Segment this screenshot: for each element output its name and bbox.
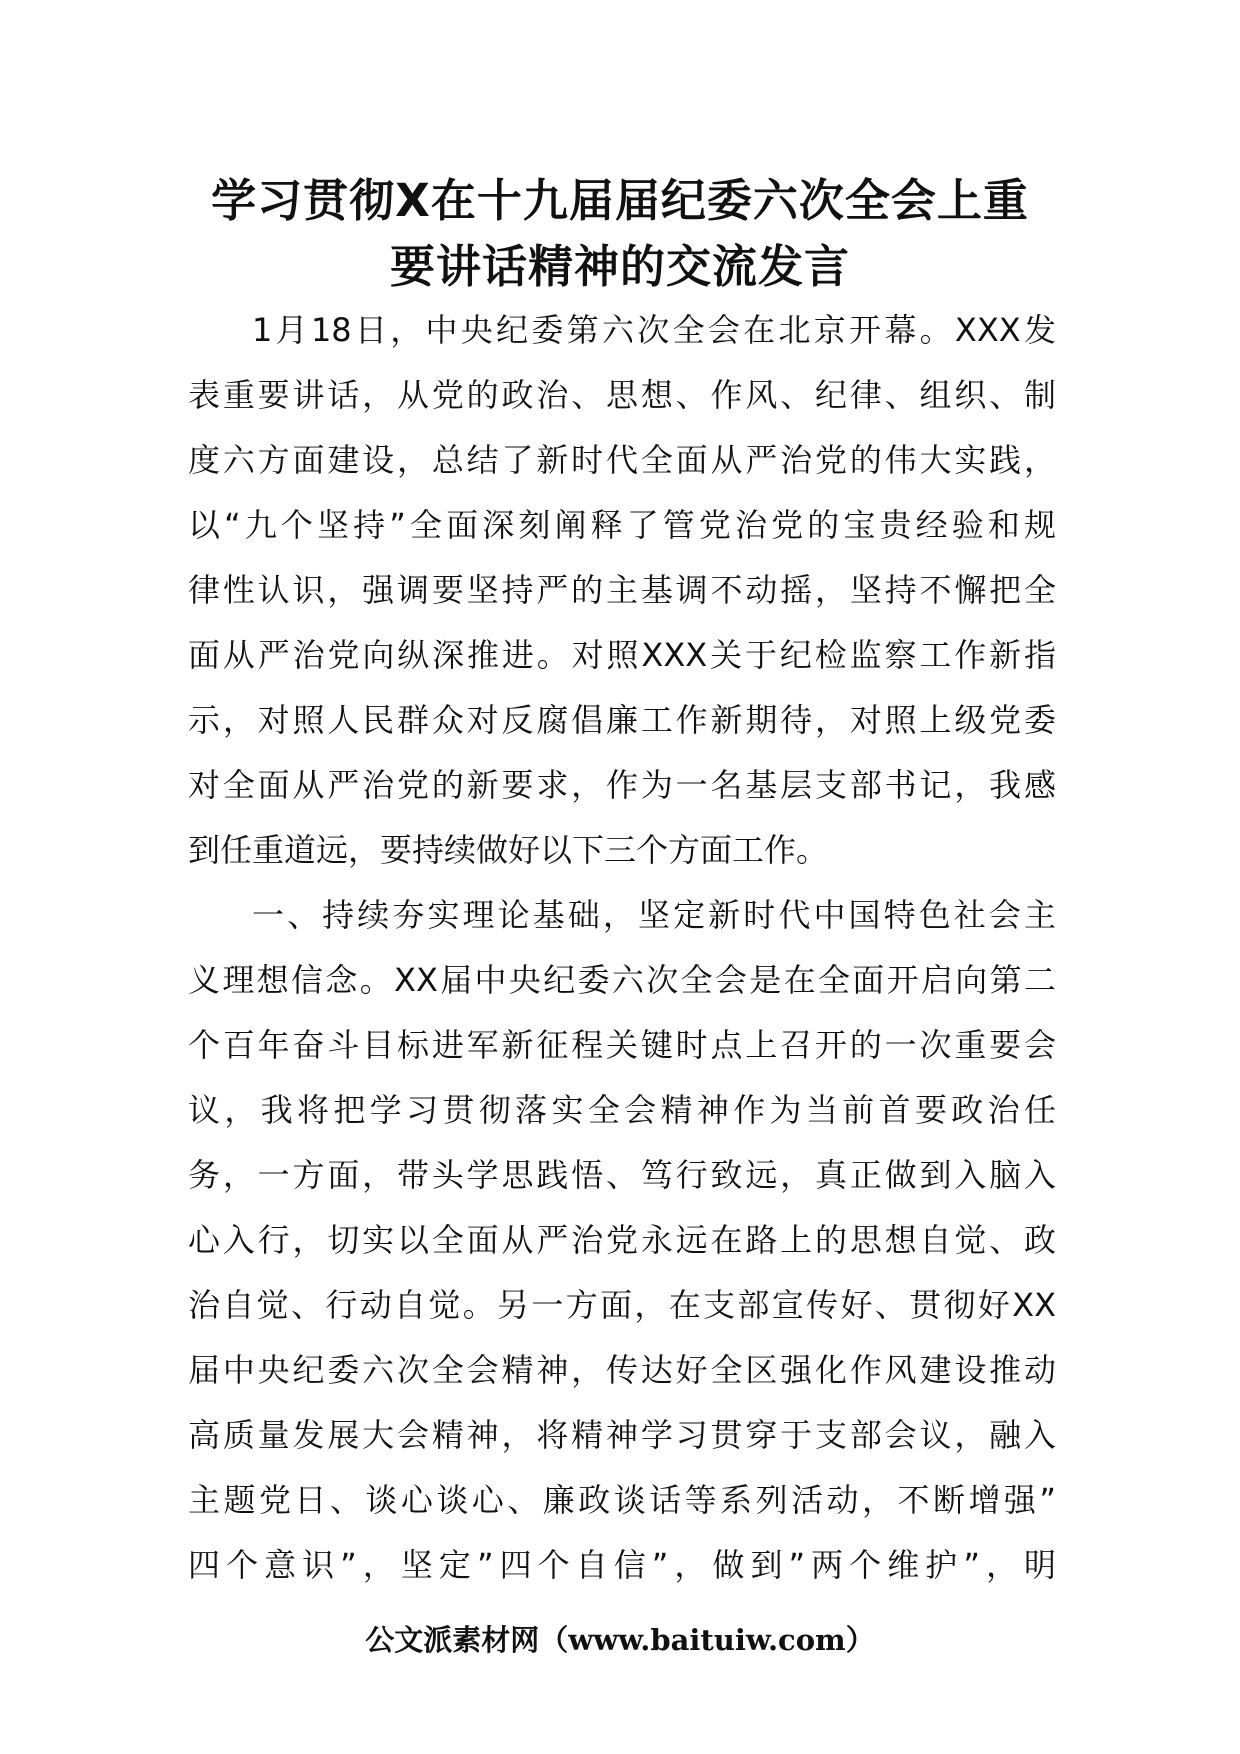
paragraph-line: 届中央纪委六次全会精神，传达好全区强化作风建设推动: [188, 1351, 1056, 1389]
paragraph-line: 面从严治党向纵深推进。对照XXX关于纪检监察工作新指: [188, 636, 1056, 674]
paragraph-line: 治自觉、行动自觉。另一方面，在支部宣传好、贯彻好XX: [188, 1286, 1056, 1324]
paragraph-line: 议，我将把学习贯彻落实全会精神作为当前首要政治任: [188, 1091, 1056, 1129]
paragraph-line: 表重要讲话，从党的政治、思想、作风、纪律、组织、制: [188, 376, 1056, 414]
paragraph-line: 一、持续夯实理论基础，坚定新时代中国特色社会主: [252, 896, 1056, 934]
paragraph-line: 心入行，切实以全面从严治党永远在路上的思想自觉、政: [188, 1221, 1056, 1259]
footer-watermark: 公文派素材网（www.baituiw.com）: [365, 1623, 875, 1657]
paragraph-line: 四个意识”，坚定”四个自信”，做到”两个维护”，明: [188, 1546, 1056, 1584]
paragraph-line: 度六方面建设，总结了新时代全面从严治党的伟大实践，: [188, 441, 1056, 479]
paragraph-line: 示，对照人民群众对反腐倡廉工作新期待，对照上级党委: [188, 701, 1056, 739]
paragraph-line: 务，一方面，带头学思践悟、笃行致远，真正做到入脑入: [188, 1156, 1056, 1194]
paragraph-line: 1月18日，中央纪委第六次全会在北京开幕。XXX发: [252, 311, 1056, 349]
paragraph-line: 到任重道远，要持续做好以下三个方面工作。: [188, 831, 829, 869]
paragraph-line: 以“九个坚持”全面深刻阐释了管党治党的宝贵经验和规: [188, 506, 1056, 544]
document-title-line-1: 学习贯彻X在十九届届纪委六次全会上重: [211, 174, 1029, 227]
paragraph-line: 个百年奋斗目标进军新征程关键时点上召开的一次重要会: [188, 1026, 1056, 1064]
paragraph-line: 高质量发展大会精神，将精神学习贯穿于支部会议，融入: [188, 1416, 1056, 1454]
document-title-line-2: 要讲话精神的交流发言: [389, 240, 850, 293]
paragraph-line: 律性认识，强调要坚持严的主基调不动摇，坚持不懈把全: [188, 571, 1056, 609]
paragraph-line: 对全面从严治党的新要求，作为一名基层支部书记，我感: [188, 766, 1056, 804]
document-body: [188, 298, 1056, 1598]
paragraph-2: [188, 883, 1056, 1598]
paragraph-line: 义理想信念。XX届中央纪委六次全会是在全面开启向第二: [188, 961, 1056, 999]
paragraph-line: 主题党日、谈心谈心、廉政谈话等系列活动，不断增强”: [188, 1481, 1056, 1519]
paragraph-1: [188, 298, 1056, 883]
